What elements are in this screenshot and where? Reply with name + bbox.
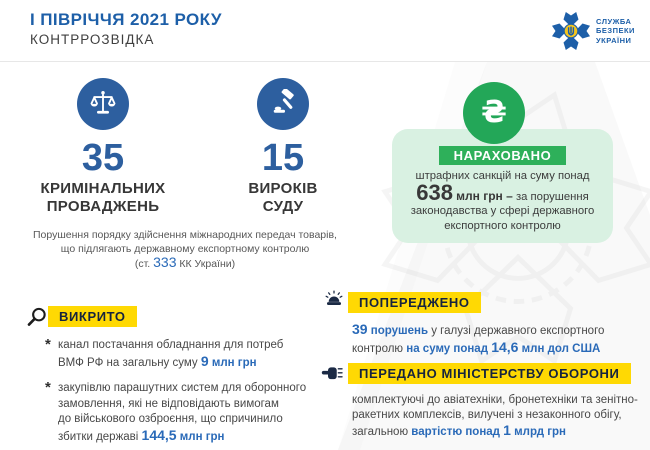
accrued-amount: 638 bbox=[416, 179, 453, 205]
accrued-line-3: законодавства у сфері державного bbox=[410, 205, 595, 217]
criminal-cases-label bbox=[25, 180, 181, 215]
exposed-item-2 bbox=[58, 381, 323, 445]
bullet-marker-2: * bbox=[45, 379, 51, 396]
caption-line-2: що підлягають державному експортному контролю bbox=[60, 242, 310, 255]
gavel-icon bbox=[257, 78, 309, 130]
caption-line-1: Порушення порядку здійснення міжнародних передач товарів, bbox=[33, 229, 337, 241]
exposed-item1-line2: ВМФ РФ на загальну суму bbox=[58, 356, 198, 369]
exposed-item2-unit: млн грн bbox=[179, 430, 225, 443]
exposed-item2-number: 144,5 bbox=[141, 426, 177, 443]
warned-line1-rest: у галузі державного експортного bbox=[431, 325, 605, 337]
page-subtitle: КОНТРРОЗВІДКА bbox=[30, 32, 155, 47]
exposed-item2-line1: закупівлю парашутних систем для оборонного bbox=[58, 382, 307, 394]
warned-text bbox=[352, 322, 647, 357]
logo-line-2: БЕЗПЕКИ bbox=[596, 26, 635, 36]
criminal-cases-label-2: ПРОВАДЖЕНЬ bbox=[46, 197, 160, 215]
exposed-item1-number: 9 bbox=[200, 352, 209, 369]
transferred-line3-prefix: загальною bbox=[352, 426, 409, 438]
bullet-marker-1: * bbox=[45, 336, 51, 353]
stats-caption bbox=[15, 229, 355, 272]
exposed-item2-line3: до військового озброєння, що спричинило bbox=[58, 413, 283, 425]
logo-line-3: УКРАЇНИ bbox=[596, 35, 632, 45]
transferred-line1: комплектуючі до авіатехніки, бронетехніки та зенітно- bbox=[352, 394, 638, 406]
warned-count-unit: порушень bbox=[370, 325, 429, 337]
hryvnia-icon bbox=[463, 82, 525, 144]
transferred-text bbox=[352, 393, 650, 440]
caption-article-number: 333 bbox=[153, 254, 177, 270]
exposed-item1-unit: млн грн bbox=[211, 356, 257, 369]
sbu-logo-text bbox=[596, 17, 635, 46]
accrued-unit: млн грн – bbox=[456, 188, 513, 203]
caption-article-suffix: КК України) bbox=[179, 258, 236, 270]
court-verdicts-label bbox=[208, 180, 358, 215]
accrued-text bbox=[392, 169, 613, 233]
exposed-item-1 bbox=[58, 338, 313, 371]
stat-criminal-cases bbox=[25, 78, 181, 215]
court-verdicts-value: 15 bbox=[261, 137, 305, 179]
accrued-card bbox=[392, 129, 613, 243]
warned-label: ПОПЕРЕДЖЕНО bbox=[348, 292, 481, 313]
magnifier-icon bbox=[25, 306, 48, 329]
transferred-line2: ракетних комплексів, вилучені з незаконного обігу, bbox=[352, 409, 622, 421]
warned-sum-number: 14,6 bbox=[491, 338, 519, 355]
court-verdicts-label-2: СУДУ bbox=[262, 197, 304, 215]
siren-icon bbox=[324, 290, 344, 310]
transferred-value-prefix: вартістю понад bbox=[411, 426, 500, 438]
warned-count-number: 39 bbox=[352, 321, 368, 337]
header-divider bbox=[0, 61, 650, 62]
criminal-cases-value: 35 bbox=[81, 137, 125, 179]
page-title: І ПІВРІЧЧЯ 2021 РОКУ bbox=[30, 10, 222, 29]
pointing-hand-icon bbox=[321, 363, 343, 383]
court-verdicts-label-1: ВИРОКІВ bbox=[248, 180, 318, 197]
logo-line-1: СЛУЖБА bbox=[596, 16, 632, 26]
accrued-line-2: за порушення bbox=[515, 190, 589, 203]
warned-line2-prefix: контролю bbox=[352, 342, 404, 355]
accrued-badge: НАРАХОВАНО bbox=[439, 146, 567, 165]
transferred-value-unit: млрд грн bbox=[514, 426, 566, 438]
hryvnia-symbol: ₴ bbox=[481, 95, 507, 130]
exposed-label: ВИКРИТО bbox=[48, 306, 137, 327]
accrued-line-4: експортного контролю bbox=[444, 219, 561, 232]
caption-article-prefix: (ст. bbox=[134, 258, 151, 270]
exposed-item1-line1: канал постачання обладнання для потреб bbox=[58, 339, 284, 351]
stat-court-verdicts bbox=[208, 78, 358, 215]
accrued-line-1: штрафних санкцій на суму понад bbox=[415, 170, 590, 182]
exposed-item2-line2: замовлення, які не відповідають вимогам bbox=[58, 397, 279, 410]
exposed-item2-line4: збитки державі bbox=[58, 430, 139, 443]
sbu-logo bbox=[551, 8, 646, 54]
criminal-cases-label-1: КРИМІНАЛЬНИХ bbox=[40, 180, 166, 197]
warned-sum-prefix: на суму понад bbox=[406, 342, 489, 355]
warned-sum-unit: млн дол США bbox=[521, 342, 601, 355]
sbu-emblem-icon bbox=[551, 11, 591, 51]
scales-icon bbox=[77, 78, 129, 130]
transferred-label: ПЕРЕДАНО МІНІСТЕРСТВУ ОБОРОНИ bbox=[348, 363, 631, 384]
transferred-value-number: 1 bbox=[503, 422, 511, 438]
